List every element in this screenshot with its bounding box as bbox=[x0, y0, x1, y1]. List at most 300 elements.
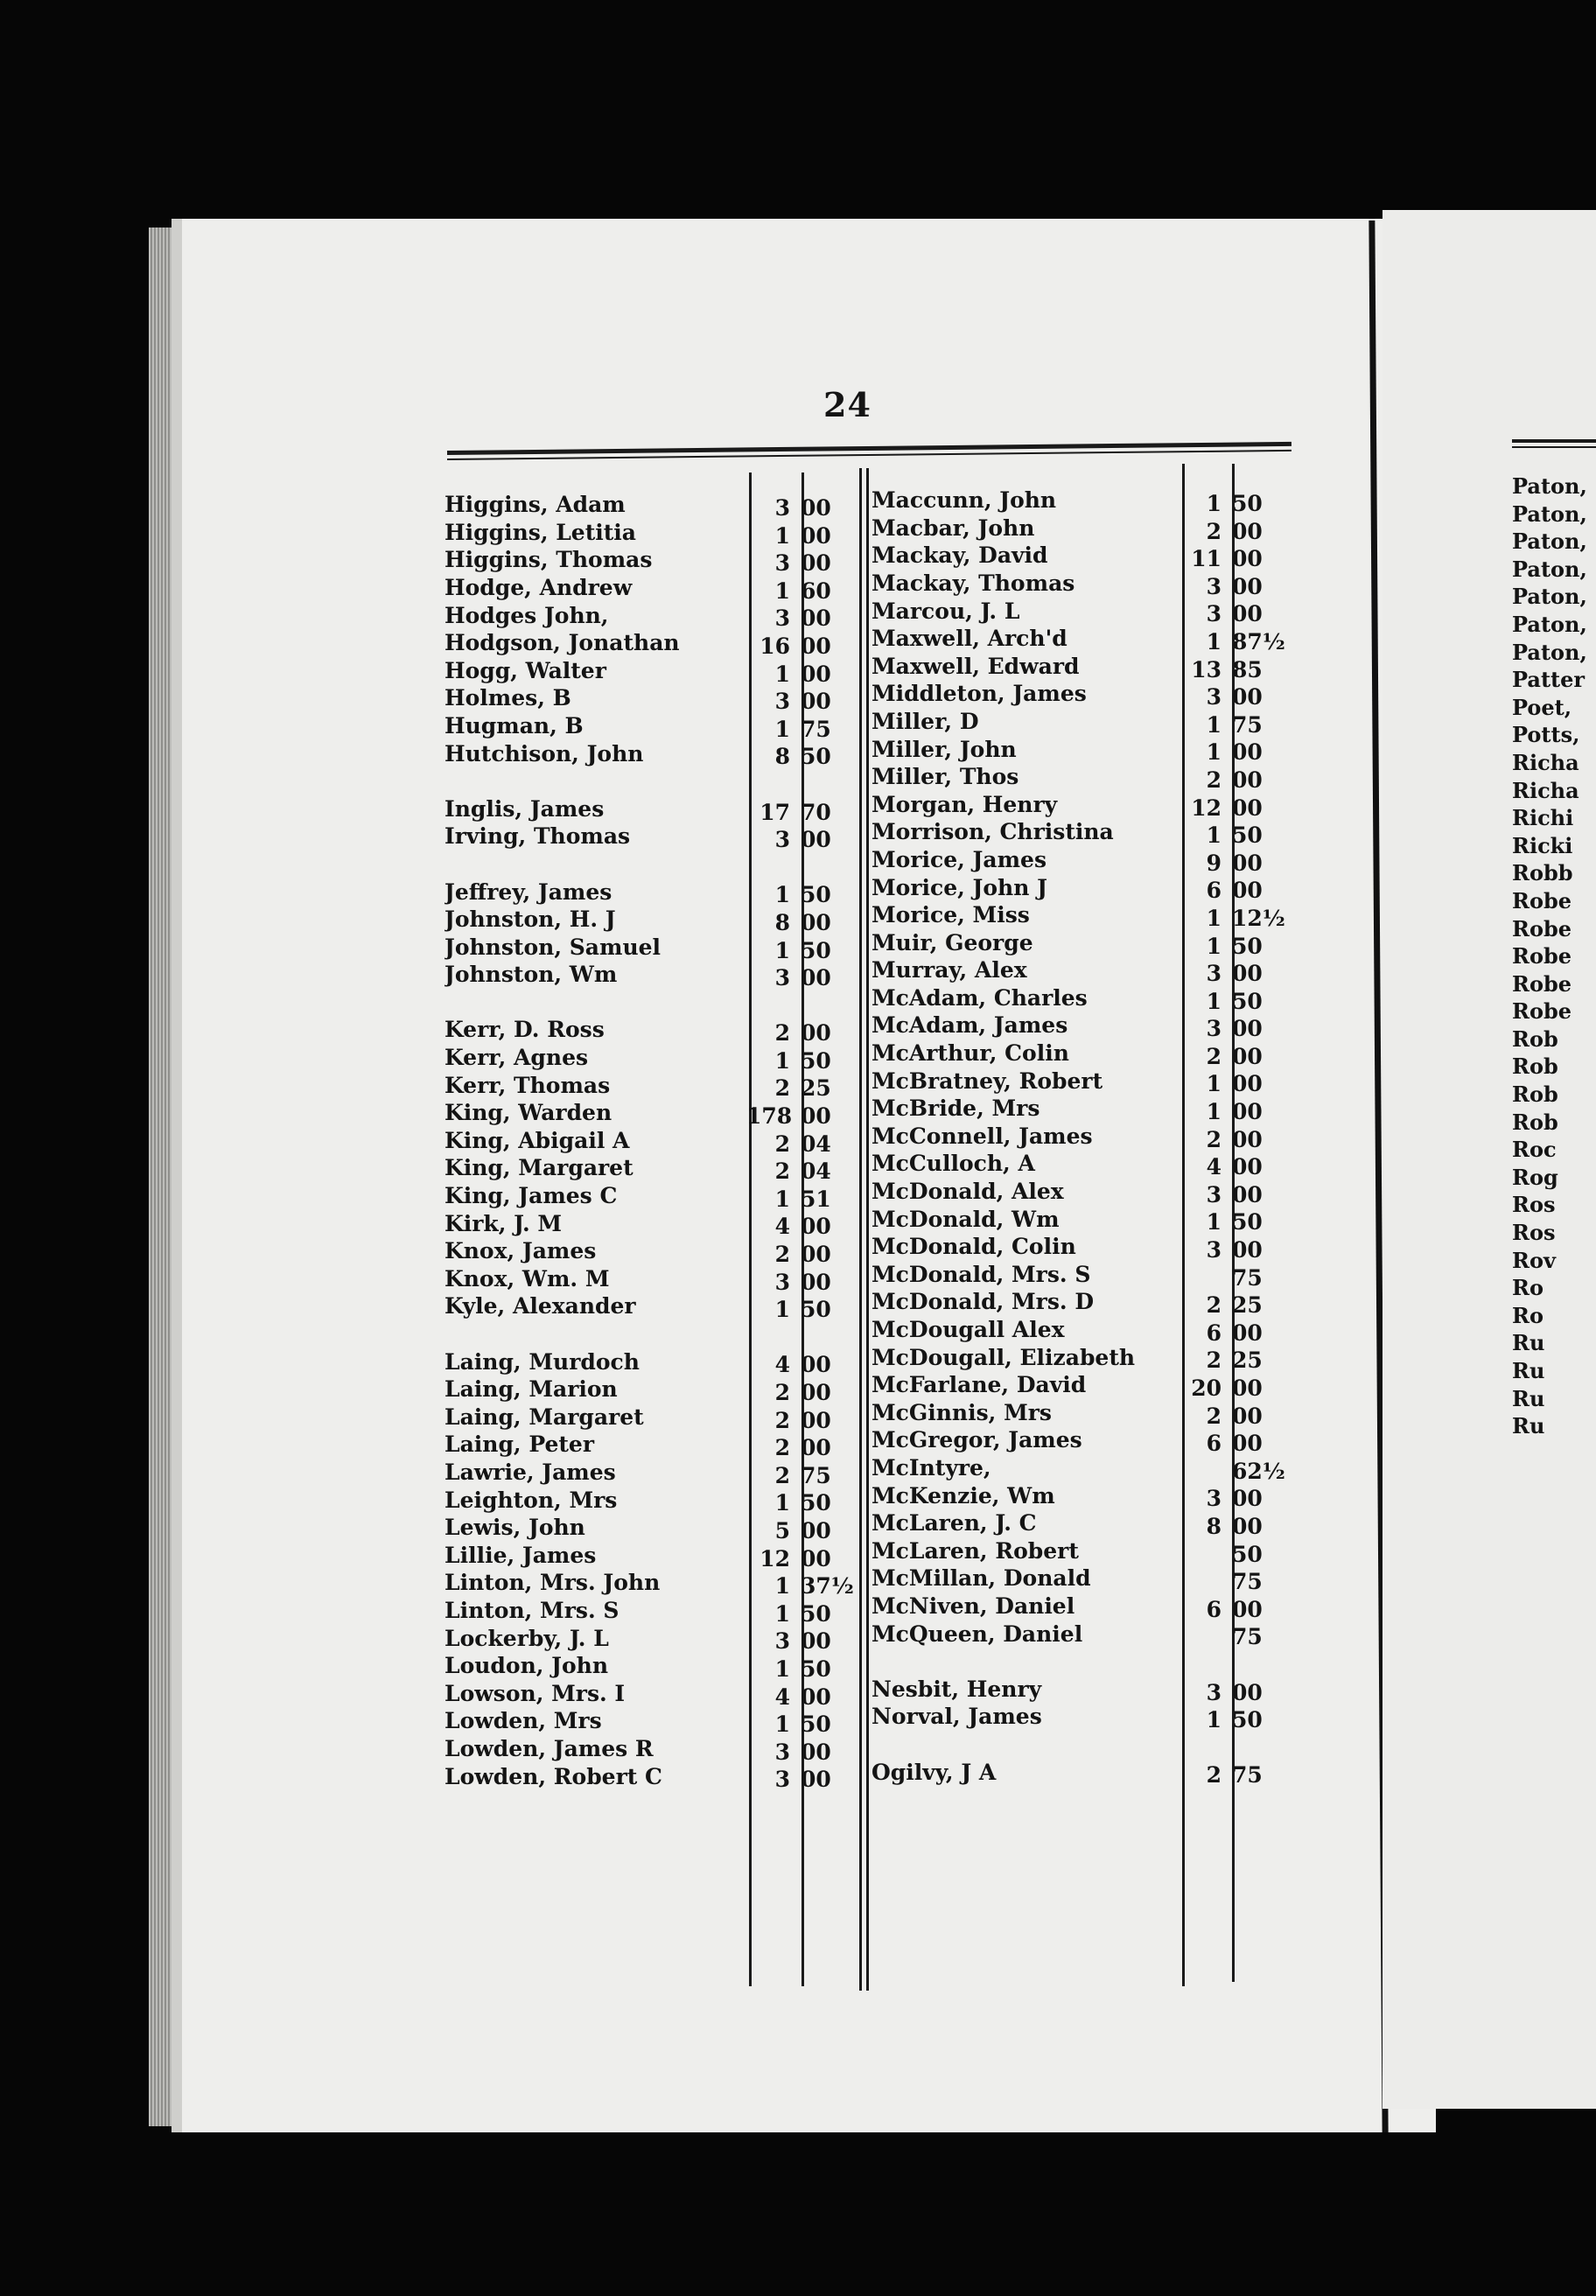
subscriber-name: Mackay, Thomas bbox=[872, 570, 1075, 596]
amount-cents: 00 bbox=[801, 661, 831, 687]
ledger-entry bbox=[872, 1620, 1284, 1651]
amount-cents: 62½ bbox=[1232, 1458, 1285, 1484]
next-page-rule-thin bbox=[1512, 446, 1596, 448]
amount-cents: 85 bbox=[1232, 656, 1263, 682]
amount-cents: 00 bbox=[1232, 1126, 1263, 1152]
amount-cents: 00 bbox=[801, 1684, 831, 1710]
center-divider-2 bbox=[866, 468, 869, 1991]
amount-cents: 00 bbox=[801, 1269, 831, 1295]
amount-cents: 00 bbox=[801, 1020, 831, 1046]
amount-cents: 00 bbox=[801, 1407, 831, 1433]
subscriber-name: King, Abigail A bbox=[444, 1127, 630, 1153]
amount-dollars: 2 bbox=[774, 1380, 790, 1405]
next-page-fragment: Ru bbox=[1512, 1385, 1545, 1411]
subscriber-name: McLaren, Robert bbox=[872, 1537, 1079, 1564]
ledger-entry bbox=[872, 1706, 1284, 1734]
amount-cents: 50 bbox=[1232, 1209, 1263, 1236]
left-subscriber-column bbox=[444, 494, 853, 1794]
amount-dollars: 2 bbox=[774, 1158, 790, 1185]
next-page-fragment: Rog bbox=[1512, 1164, 1558, 1190]
subscriber-name: Knox, James bbox=[444, 1238, 597, 1264]
amount-cents: 00 bbox=[801, 1352, 831, 1378]
amount-dollars: 2 bbox=[774, 1407, 790, 1433]
next-page-fragment: Paton, bbox=[1512, 473, 1587, 499]
amount-cents: 00 bbox=[801, 1435, 831, 1461]
subscriber-name: McMillan, Donald bbox=[872, 1565, 1091, 1592]
amount-cents: 00 bbox=[1232, 573, 1263, 599]
subscriber-name: Morrison, Christina bbox=[872, 819, 1114, 845]
subscriber-name: McDonald, Mrs. S bbox=[872, 1261, 1091, 1287]
subscriber-name: Miller, Thos bbox=[872, 764, 1019, 790]
next-page-fragment: Rob bbox=[1512, 1109, 1558, 1135]
subscriber-name: Norval, James bbox=[872, 1704, 1042, 1730]
next-page-fragment: Potts, bbox=[1512, 722, 1580, 748]
subscriber-name: Morice, Miss bbox=[872, 902, 1030, 928]
next-page-fragment: Richa bbox=[1512, 777, 1579, 803]
subscriber-name: Hodge, Andrew bbox=[444, 574, 633, 600]
subscriber-name: Morice, James bbox=[872, 846, 1047, 872]
subscriber-name: McDonald, Alex bbox=[872, 1179, 1064, 1205]
amount-cents: 00 bbox=[801, 550, 831, 577]
name-cell bbox=[444, 1763, 746, 1797]
name-cell bbox=[872, 1620, 1178, 1655]
amount-cents: 25 bbox=[1232, 1292, 1263, 1319]
page-number: 24 bbox=[823, 385, 872, 424]
next-page-fragment: Patter bbox=[1512, 667, 1586, 693]
subscriber-name: Maxwell, Edward bbox=[872, 653, 1080, 679]
subscriber-name: Knox, Wm. M bbox=[444, 1265, 610, 1292]
amount-cents: 00 bbox=[1232, 850, 1263, 876]
subscriber-name: Muir, George bbox=[872, 929, 1033, 956]
subscriber-name: Ogilvy, J A bbox=[872, 1759, 997, 1785]
amount-dollars: 16 bbox=[760, 633, 790, 659]
amount-dollars: 11 bbox=[1191, 546, 1222, 572]
amount-dollars: 2 bbox=[774, 1242, 790, 1268]
subscriber-name: McDonald, Mrs. D bbox=[872, 1289, 1095, 1315]
amount-cents: 00 bbox=[801, 689, 831, 715]
subscriber-name: Macbar, John bbox=[872, 514, 1035, 541]
amount-dollars: 2 bbox=[1206, 1403, 1222, 1429]
amount-dollars: 2 bbox=[774, 1435, 790, 1461]
amount-cents: 00 bbox=[801, 1214, 831, 1240]
amount-dollars: 12 bbox=[1191, 794, 1222, 821]
amount-dollars: 2 bbox=[1206, 1043, 1222, 1069]
amount-cents: 00 bbox=[1232, 794, 1263, 821]
name-cell bbox=[872, 1703, 1178, 1737]
amount-cents: 04 bbox=[801, 1158, 831, 1185]
amount-dollars: 8 bbox=[1206, 1513, 1222, 1539]
amount-cents: 37½ bbox=[801, 1573, 854, 1600]
amount-cents: 00 bbox=[1232, 1513, 1263, 1539]
amount-cents: 00 bbox=[801, 1739, 831, 1765]
amount-cents: 50 bbox=[1232, 822, 1263, 849]
amount-dollars: 2 bbox=[1206, 1292, 1222, 1319]
subscriber-name: Middleton, James bbox=[872, 681, 1087, 707]
amount-dollars: 1 bbox=[774, 1186, 790, 1212]
ledger-entry bbox=[444, 1763, 853, 1794]
amount-cents: 00 bbox=[1232, 1431, 1263, 1457]
amount-dollars: 1 bbox=[774, 882, 790, 908]
amount-dollars: 6 bbox=[1206, 1320, 1222, 1346]
subscriber-name: Lowden, Robert C bbox=[444, 1763, 662, 1789]
amount-cents: 00 bbox=[801, 909, 831, 935]
next-page-fragment: Paton, bbox=[1512, 556, 1587, 582]
amount-cents: 50 bbox=[801, 1047, 831, 1074]
subscriber-name: Lewis, John bbox=[444, 1515, 585, 1541]
amount-dollars: 3 bbox=[774, 1739, 790, 1765]
amount-cents: 75 bbox=[1232, 1624, 1263, 1650]
amount-cents: 00 bbox=[801, 1767, 831, 1793]
amount-dollars: 3 bbox=[1206, 601, 1222, 627]
amount-cents: 50 bbox=[801, 882, 831, 908]
subscriber-name: King, James C bbox=[444, 1183, 618, 1209]
subscriber-name: McDonald, Colin bbox=[872, 1234, 1076, 1260]
next-page-fragment: Ricki bbox=[1512, 832, 1573, 858]
subscriber-name: Leighton, Mrs bbox=[444, 1487, 618, 1513]
amount-cents: 00 bbox=[801, 633, 831, 659]
amount-cents: 00 bbox=[1232, 1099, 1263, 1125]
amount-cents: 00 bbox=[801, 1380, 831, 1405]
amount-dollars: 2 bbox=[1206, 766, 1222, 793]
amount-dollars: 4 bbox=[774, 1684, 790, 1710]
next-page-fragment: Ru bbox=[1512, 1413, 1545, 1439]
subscriber-name: Laing, Marion bbox=[444, 1376, 618, 1403]
subscriber-name: Higgins, Thomas bbox=[444, 547, 653, 573]
subscriber-name: Lawrie, James bbox=[444, 1459, 616, 1485]
amount-cents: 00 bbox=[801, 1103, 831, 1130]
amount-dollars: 1 bbox=[1206, 1707, 1222, 1733]
amount-cents: 00 bbox=[801, 1242, 831, 1268]
amount-cents: 50 bbox=[801, 1600, 831, 1627]
subscriber-name: Hogg, Walter bbox=[444, 657, 606, 683]
next-page-fragment: Richa bbox=[1512, 749, 1579, 775]
subscriber-name: Lowden, Mrs bbox=[444, 1708, 602, 1734]
amount-dollars: 1 bbox=[774, 1047, 790, 1074]
amount-cents: 60 bbox=[801, 578, 831, 604]
next-page-fragment: Paton, bbox=[1512, 639, 1587, 665]
amount-dollars: 3 bbox=[774, 689, 790, 715]
next-page-edge bbox=[1382, 210, 1596, 2109]
amount-cents: 00 bbox=[1232, 1154, 1263, 1180]
amount-dollars: 1 bbox=[774, 1712, 790, 1738]
amount-cents: 75 bbox=[1232, 711, 1263, 738]
next-page-fragment: Rov bbox=[1512, 1247, 1556, 1273]
amount-dollars: 20 bbox=[1191, 1376, 1222, 1401]
amount-dollars: 9 bbox=[1206, 850, 1222, 876]
amount-cents: 50 bbox=[801, 1656, 831, 1682]
next-page-fragment: Roc bbox=[1512, 1137, 1557, 1163]
ledger-entry bbox=[872, 1761, 1284, 1789]
amount-dollars: 1 bbox=[774, 937, 790, 963]
subscriber-name: Lockerby, J. L bbox=[444, 1625, 609, 1651]
amount-cents: 00 bbox=[1232, 1486, 1263, 1512]
subscriber-name: McNiven, Daniel bbox=[872, 1592, 1075, 1619]
amount-cents: 50 bbox=[801, 744, 831, 770]
amount-dollars: 1 bbox=[774, 1573, 790, 1600]
subscriber-name: Miller, John bbox=[872, 736, 1017, 762]
amount-dollars: 6 bbox=[1206, 1431, 1222, 1457]
amount-dollars: 1 bbox=[774, 1600, 790, 1627]
amount-dollars: 1 bbox=[1206, 1071, 1222, 1097]
subscriber-name: King, Margaret bbox=[444, 1155, 634, 1181]
subscriber-name: Morice, John J bbox=[872, 874, 1047, 900]
amount-cents: 50 bbox=[1232, 1707, 1263, 1733]
subscriber-name: Jeffrey, James bbox=[444, 878, 612, 905]
name-cell bbox=[444, 1292, 746, 1326]
subscriber-name: McLaren, J. C bbox=[872, 1510, 1037, 1536]
amount-cents: 00 bbox=[1232, 1071, 1263, 1097]
subscriber-name: Loudon, John bbox=[444, 1653, 609, 1679]
next-page-fragment: Paton, bbox=[1512, 528, 1587, 555]
subscriber-name: Nesbit, Henry bbox=[872, 1676, 1042, 1702]
amount-dollars: 178 bbox=[746, 1103, 793, 1130]
subscriber-name: Hutchison, John bbox=[444, 740, 644, 766]
subscriber-name: Lillie, James bbox=[444, 1542, 597, 1568]
amount-cents: 00 bbox=[1232, 546, 1263, 572]
next-page-fragment: Richi bbox=[1512, 805, 1574, 831]
next-page-fragment: Ro bbox=[1512, 1275, 1544, 1301]
subscriber-name: Laing, Margaret bbox=[444, 1404, 644, 1430]
next-page-fragment: Robe bbox=[1512, 915, 1572, 942]
subscriber-name: McQueen, Daniel bbox=[872, 1620, 1083, 1647]
subscriber-name: Hodges John, bbox=[444, 602, 609, 628]
amount-cents: 00 bbox=[1232, 518, 1263, 544]
subscriber-name: Maccunn, John bbox=[872, 487, 1057, 514]
amount-cents: 00 bbox=[1232, 1596, 1263, 1622]
amount-dollars: 1 bbox=[774, 1490, 790, 1516]
ledger-entry bbox=[444, 823, 853, 854]
amount-dollars: 12 bbox=[760, 1545, 790, 1572]
subscriber-name: McBratney, Robert bbox=[872, 1068, 1103, 1094]
amount-dollars: 3 bbox=[774, 965, 790, 991]
subscriber-name: Higgins, Adam bbox=[444, 492, 626, 518]
amount-dollars: 2 bbox=[1206, 1762, 1222, 1788]
next-page-fragment: Ros bbox=[1512, 1220, 1556, 1246]
amount-dollars: 1 bbox=[774, 716, 790, 742]
subscriber-name: Irving, Thomas bbox=[444, 823, 631, 850]
subscriber-name: Higgins, Letitia bbox=[444, 519, 637, 545]
amount-dollars: 3 bbox=[1206, 1181, 1222, 1208]
amount-cents: 87½ bbox=[1232, 628, 1285, 654]
subscriber-name: Miller, D bbox=[872, 708, 979, 734]
next-page-fragment: Robe bbox=[1512, 970, 1572, 997]
amount-dollars: 2 bbox=[774, 1020, 790, 1046]
amount-cents: 00 bbox=[801, 965, 831, 991]
next-page-fragment: Robb bbox=[1512, 860, 1573, 886]
amount-dollars: 1 bbox=[1206, 1099, 1222, 1125]
amount-cents: 00 bbox=[1232, 961, 1263, 987]
subscriber-name: Kyle, Alexander bbox=[444, 1293, 636, 1320]
subscriber-name: Murray, Alex bbox=[872, 957, 1027, 984]
next-page-fragment: Rob bbox=[1512, 1026, 1558, 1052]
subscriber-name: Kirk, J. M bbox=[444, 1210, 563, 1236]
amount-dollars: 3 bbox=[1206, 1016, 1222, 1042]
subscriber-name: Inglis, James bbox=[444, 795, 605, 822]
amount-cents: 50 bbox=[801, 1297, 831, 1323]
subscriber-name: Johnston, Wm bbox=[444, 962, 618, 988]
subscriber-name: McAdam, James bbox=[872, 1012, 1068, 1039]
name-cell bbox=[872, 1759, 1178, 1793]
amount-cents: 00 bbox=[1232, 1320, 1263, 1346]
amount-dollars: 6 bbox=[1206, 878, 1222, 904]
next-page-fragment: Ru bbox=[1512, 1330, 1545, 1356]
amount-cents: 00 bbox=[1232, 601, 1263, 627]
amount-dollars: 2 bbox=[1206, 1126, 1222, 1152]
next-page-fragment: Ro bbox=[1512, 1302, 1544, 1328]
next-page-fragment: Robe bbox=[1512, 887, 1572, 914]
amount-dollars: 1 bbox=[774, 661, 790, 687]
amount-dollars: 4 bbox=[774, 1352, 790, 1378]
subscriber-name: Holmes, B bbox=[444, 685, 571, 711]
next-page-names bbox=[1512, 472, 1587, 1440]
amount-cents: 75 bbox=[1232, 1264, 1263, 1291]
amount-dollars: 2 bbox=[774, 1130, 790, 1157]
next-page-fragment: Paton, bbox=[1512, 584, 1587, 610]
top-rule bbox=[447, 442, 1292, 455]
ledger-entry bbox=[444, 740, 853, 771]
amount-cents: 50 bbox=[801, 1490, 831, 1516]
subscriber-name: Lowson, Mrs. I bbox=[444, 1680, 626, 1706]
amount-cents: 00 bbox=[801, 1517, 831, 1544]
amount-cents: 12½ bbox=[1232, 905, 1285, 931]
amount-dollars: 1 bbox=[774, 578, 790, 604]
subscriber-name: McDonald, Wm bbox=[872, 1206, 1060, 1232]
name-cell bbox=[444, 961, 746, 995]
subscriber-name: Johnston, H. J bbox=[444, 906, 616, 933]
amount-dollars: 1 bbox=[774, 522, 790, 549]
amount-dollars: 5 bbox=[774, 1517, 790, 1544]
amount-dollars: 3 bbox=[774, 606, 790, 632]
amount-cents: 75 bbox=[801, 1462, 831, 1488]
amount-cents: 00 bbox=[1232, 1376, 1263, 1401]
subscriber-name: McAdam, Charles bbox=[872, 984, 1088, 1011]
amount-dollars: 3 bbox=[1206, 1486, 1222, 1512]
amount-cents: 00 bbox=[801, 495, 831, 521]
amount-cents: 00 bbox=[801, 1545, 831, 1572]
subscriber-name: McFarlane, David bbox=[872, 1372, 1087, 1398]
amount-dollars: 2 bbox=[774, 1075, 790, 1102]
amount-cents: 25 bbox=[801, 1075, 831, 1102]
next-page-fragment: Robe bbox=[1512, 998, 1572, 1025]
subscriber-name: King, Warden bbox=[444, 1100, 612, 1126]
subscriber-name: Kerr, Thomas bbox=[444, 1072, 611, 1098]
amount-cents: 00 bbox=[801, 827, 831, 853]
subscriber-name: McCulloch, A bbox=[872, 1151, 1035, 1177]
next-page-fragment: Ru bbox=[1512, 1358, 1545, 1383]
amount-dollars: 2 bbox=[774, 1462, 790, 1488]
amount-dollars: 1 bbox=[1206, 933, 1222, 959]
subscriber-name: Hodgson, Jonathan bbox=[444, 630, 680, 656]
next-page-fragment: Ros bbox=[1512, 1192, 1556, 1218]
amount-dollars: 3 bbox=[774, 1767, 790, 1793]
subscriber-name: McIntyre, bbox=[872, 1454, 991, 1480]
subscriber-name: Morgan, Henry bbox=[872, 791, 1058, 817]
amount-dollars: 1 bbox=[1206, 711, 1222, 738]
amount-cents: 00 bbox=[1232, 684, 1263, 710]
amount-cents: 00 bbox=[801, 606, 831, 632]
right-subscriber-column bbox=[872, 487, 1285, 1789]
amount-dollars: 3 bbox=[774, 550, 790, 577]
next-page-fragment: Rob bbox=[1512, 1054, 1558, 1080]
next-page-fragment: Rob bbox=[1512, 1082, 1558, 1108]
center-divider bbox=[859, 468, 862, 1991]
subscriber-name: Laing, Peter bbox=[444, 1432, 594, 1458]
subscriber-name: McGinnis, Mrs bbox=[872, 1399, 1052, 1425]
amount-dollars: 3 bbox=[1206, 961, 1222, 987]
subscriber-name: Hugman, B bbox=[444, 712, 584, 738]
amount-cents: 50 bbox=[1232, 1541, 1263, 1567]
amount-cents: 75 bbox=[1232, 1569, 1263, 1595]
amount-dollars: 1 bbox=[774, 1656, 790, 1682]
amount-cents: 00 bbox=[1232, 1043, 1263, 1069]
subscriber-name: Marcou, J. L bbox=[872, 598, 1020, 624]
amount-cents: 51 bbox=[801, 1186, 831, 1212]
subscriber-name: McDougall Alex bbox=[872, 1317, 1065, 1343]
subscriber-name: Linton, Mrs. S bbox=[444, 1597, 620, 1623]
next-page-fragment: Paton, bbox=[1512, 611, 1587, 637]
amount-dollars: 3 bbox=[1206, 573, 1222, 599]
amount-cents: 00 bbox=[801, 522, 831, 549]
amount-dollars: 8 bbox=[774, 744, 790, 770]
amount-dollars: 6 bbox=[1206, 1596, 1222, 1622]
amount-cents: 00 bbox=[1232, 766, 1263, 793]
page-edge bbox=[149, 228, 173, 2126]
subscriber-name: McConnell, James bbox=[872, 1123, 1093, 1149]
amount-cents: 70 bbox=[801, 799, 831, 825]
name-cell bbox=[444, 822, 746, 857]
ledger-page bbox=[172, 219, 1436, 2132]
subscriber-name: Lowden, James R bbox=[444, 1735, 654, 1761]
amount-cents: 00 bbox=[1232, 1016, 1263, 1042]
amount-dollars: 13 bbox=[1191, 656, 1222, 682]
subscriber-name: Laing, Murdoch bbox=[444, 1348, 640, 1375]
subscriber-name: McGregor, James bbox=[872, 1427, 1082, 1453]
amount-cents: 00 bbox=[1232, 1403, 1263, 1429]
amount-cents: 00 bbox=[1232, 1679, 1263, 1705]
amount-dollars: 3 bbox=[774, 1628, 790, 1655]
amount-dollars: 3 bbox=[1206, 1237, 1222, 1264]
subscriber-name: Mackay, David bbox=[872, 542, 1048, 569]
subscriber-name: Maxwell, Arch'd bbox=[872, 626, 1068, 652]
amount-cents: 00 bbox=[1232, 878, 1263, 904]
amount-cents: 50 bbox=[1232, 988, 1263, 1014]
next-page-fragment: Robe bbox=[1512, 943, 1572, 970]
subscriber-name: McDougall, Elizabeth bbox=[872, 1344, 1136, 1370]
amount-dollars: 1 bbox=[1206, 1209, 1222, 1236]
name-cell bbox=[444, 740, 746, 774]
amount-cents: 50 bbox=[1232, 933, 1263, 959]
subscriber-name: Johnston, Samuel bbox=[444, 934, 662, 960]
amount-cents: 75 bbox=[801, 716, 831, 742]
amount-dollars: 3 bbox=[774, 1269, 790, 1295]
amount-dollars: 1 bbox=[1206, 988, 1222, 1014]
amount-cents: 00 bbox=[801, 1628, 831, 1655]
amount-cents: 04 bbox=[801, 1130, 831, 1157]
amount-cents: 25 bbox=[1232, 1348, 1263, 1374]
amount-cents: 00 bbox=[1232, 1181, 1263, 1208]
subscriber-name: Kerr, Agnes bbox=[444, 1045, 589, 1071]
ledger-entry bbox=[444, 1293, 853, 1324]
amount-dollars: 3 bbox=[774, 827, 790, 853]
amount-dollars: 4 bbox=[1206, 1154, 1222, 1180]
subscriber-name: Linton, Mrs. John bbox=[444, 1570, 661, 1596]
amount-dollars: 8 bbox=[774, 909, 790, 935]
next-page-fragment: Poet, bbox=[1512, 694, 1572, 720]
amount-dollars: 17 bbox=[760, 799, 790, 825]
amount-dollars: 2 bbox=[1206, 1348, 1222, 1374]
next-page-rule bbox=[1512, 439, 1596, 443]
amount-cents: 50 bbox=[801, 1712, 831, 1738]
